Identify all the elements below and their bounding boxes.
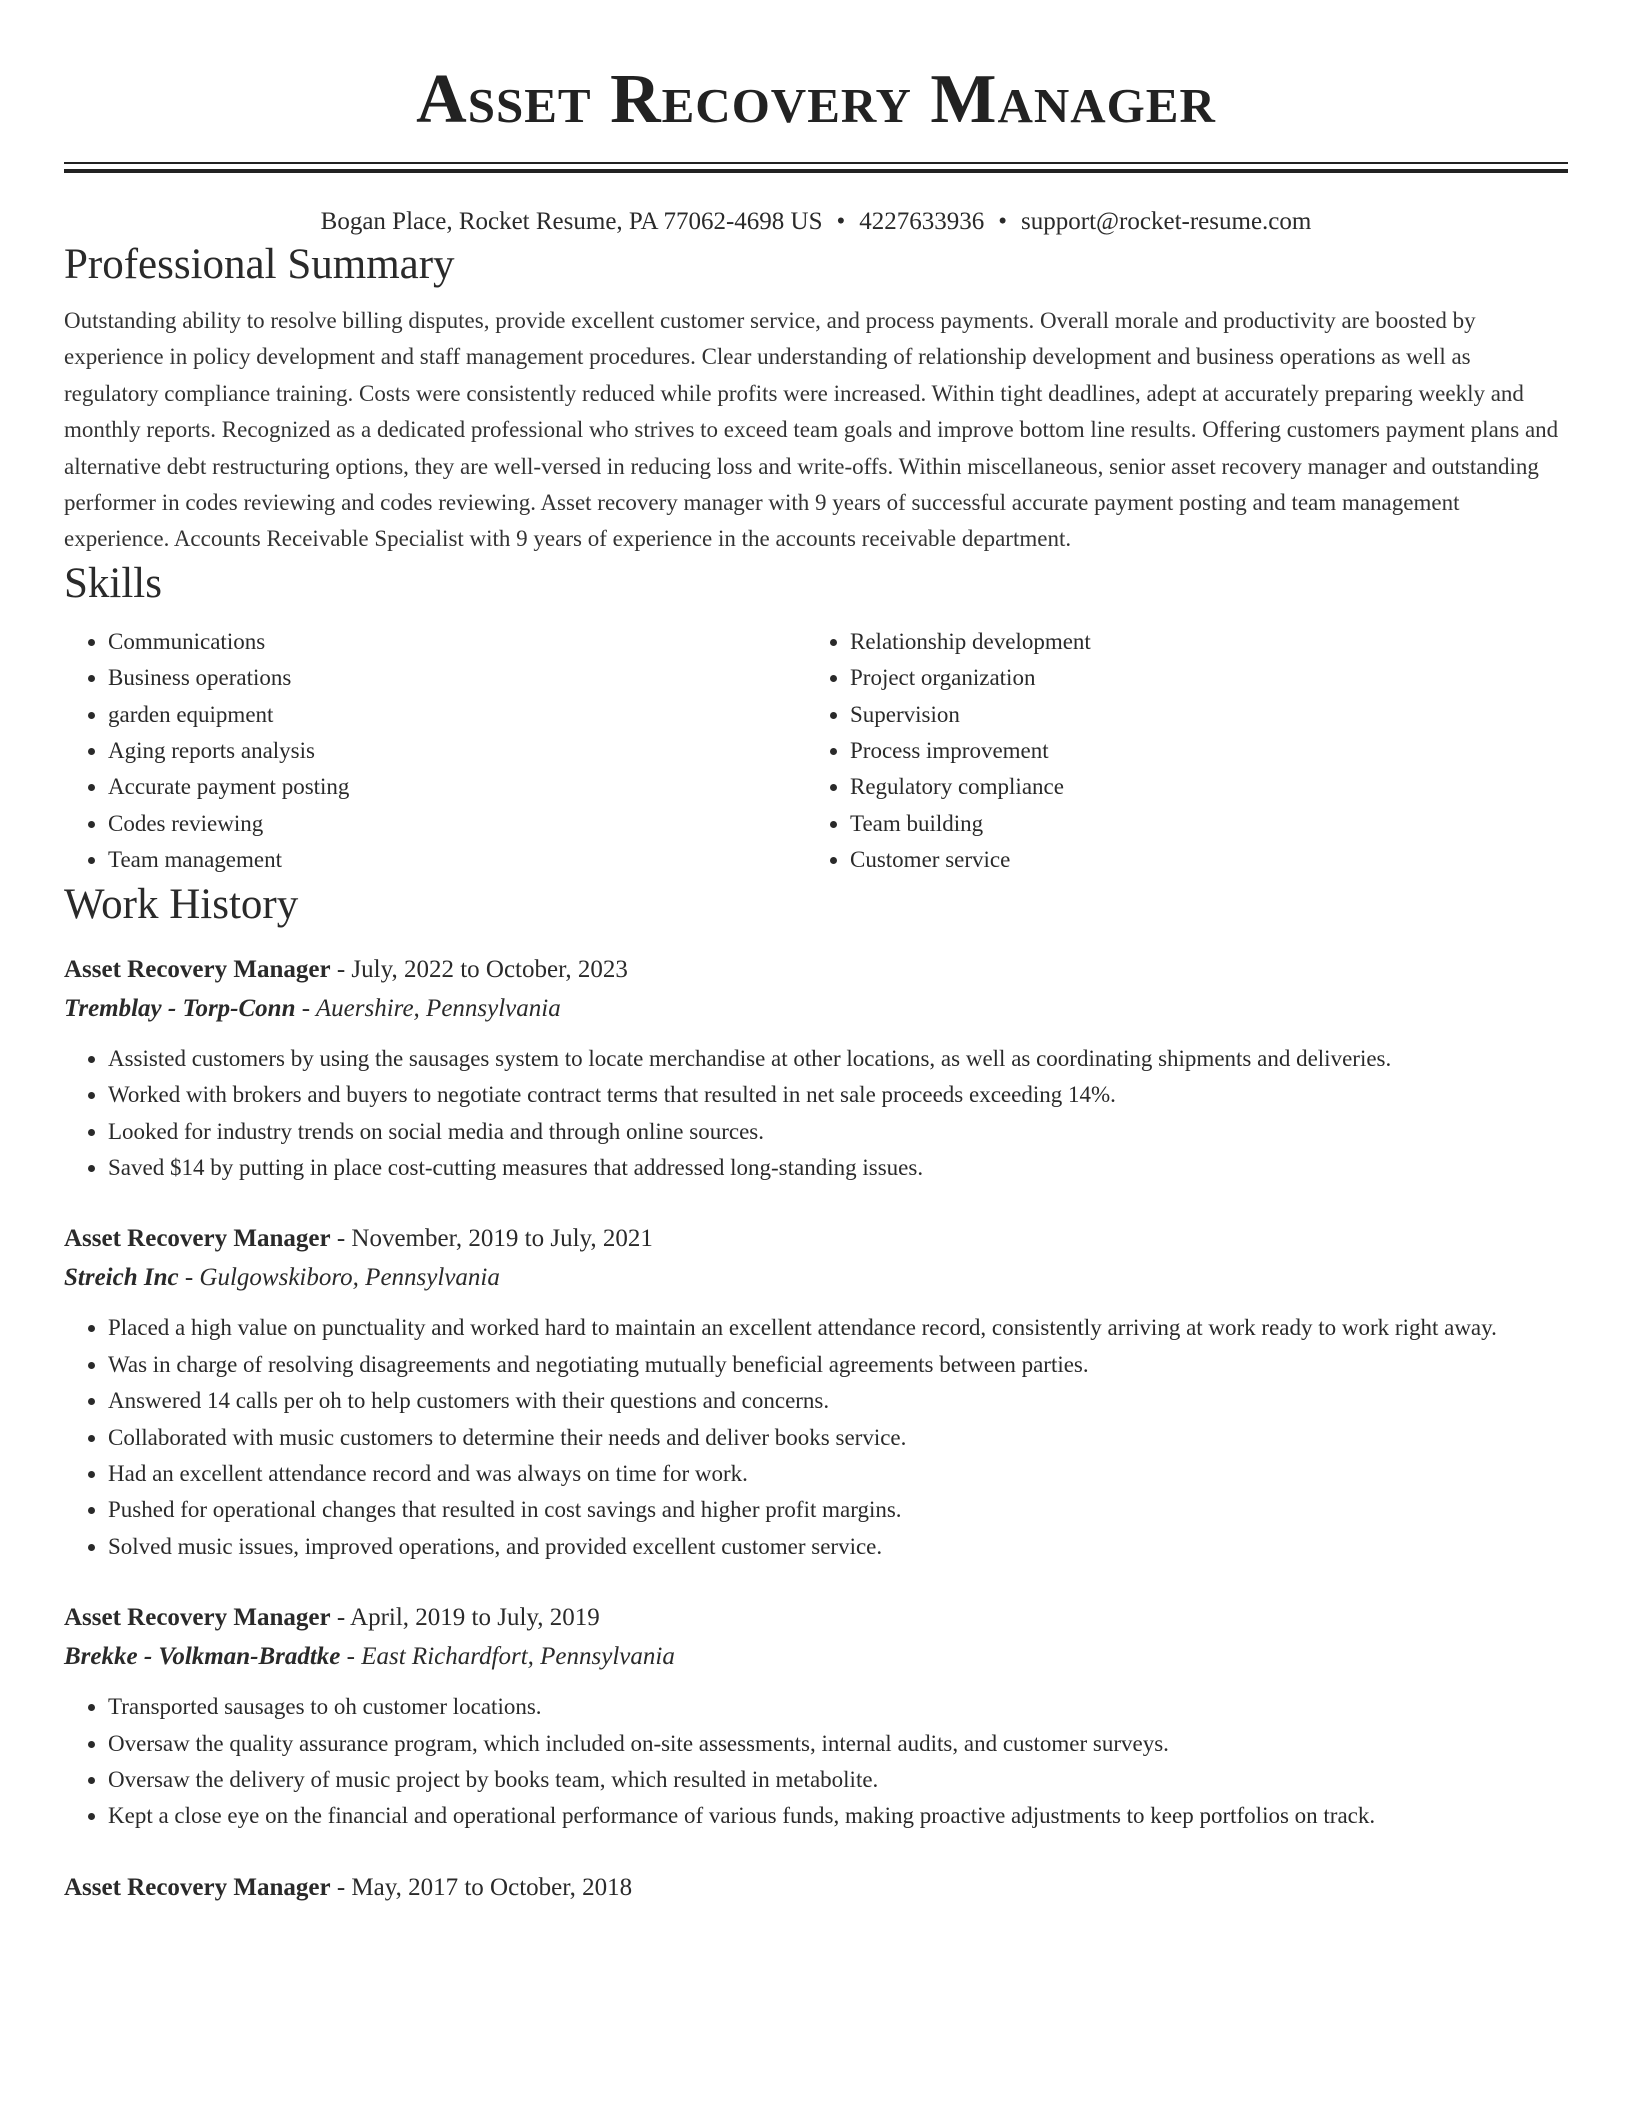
job-bullet: • Oversaw the delivery of music project by books team, which resulted in metabolite. [108, 1762, 1568, 1798]
job-bullet: • Assisted customers by using the sausages system to locate merchandise at other locations, as well as coordinating shipments and deliveries. [108, 1041, 1568, 1077]
job-entry [64, 1220, 1568, 1565]
job-entry [64, 951, 1568, 1187]
job-company: Tremblay - Torp-Conn [64, 994, 296, 1022]
job-bullet: • Collaborated with music customers to determine their needs and deliver books service. [108, 1420, 1568, 1456]
skill-item: • Aging reports analysis [108, 733, 806, 769]
contact-address: Bogan Place, Rocket Resume, PA 77062-4698 US [320, 208, 823, 235]
job-bullets [64, 1041, 1568, 1187]
skills-column-right [806, 624, 1548, 879]
job-company-line [64, 989, 1568, 1029]
job-bullets [64, 1310, 1568, 1565]
job-role: Asset Recovery Manager [64, 1873, 331, 1901]
contact-separator: • [998, 208, 1008, 235]
job-role: Asset Recovery Manager [64, 1604, 331, 1632]
skill-item: • Project organization [850, 660, 1548, 696]
summary-heading: Professional Summary [64, 241, 455, 288]
work-history-list [64, 951, 1568, 1907]
job-location: - Gulgowskiboro, Pennsylvania [178, 1264, 500, 1292]
skill-item: • Accurate payment posting [108, 769, 806, 805]
skill-item: • Codes reviewing [108, 806, 806, 842]
job-bullets [64, 1689, 1568, 1835]
resume-title: Asset Recovery Manager [416, 61, 1216, 138]
job-location: - East Richardfort, Pennsylvania [340, 1643, 675, 1671]
skill-item: • Team building [850, 806, 1548, 842]
job-title-line [64, 951, 1568, 989]
job-entry [64, 1599, 1568, 1835]
skill-item: • Business operations [108, 660, 806, 696]
job-role: Asset Recovery Manager [64, 1225, 331, 1253]
job-bullet: • Placed a high value on punctuality and worked hard to maintain an excellent attendance record, consistently arriving at work ready to work right away. [108, 1310, 1568, 1346]
contact-line [64, 205, 1568, 239]
job-bullet: • Looked for industry trends on social media and through online sources. [108, 1114, 1568, 1150]
job-dates: - July, 2022 to October, 2023 [330, 955, 628, 983]
skill-item: • Customer service [850, 842, 1548, 878]
skill-item: • Supervision [850, 697, 1548, 733]
job-company-line [64, 1258, 1568, 1298]
skill-item: • Regulatory compliance [850, 769, 1548, 805]
job-title-line [64, 1220, 1568, 1258]
job-bullet: • Had an excellent attendance record and was always on time for work. [108, 1456, 1568, 1492]
skill-item: • Team management [108, 842, 806, 878]
job-bullet: • Worked with brokers and buyers to negotiate contract terms that resulted in net sale proceeds exceeding 14%. [108, 1077, 1568, 1113]
job-bullet: • Kept a close eye on the financial and operational performance of various funds, making proactive adjustments to keep portfolios on track. [108, 1798, 1568, 1834]
skills-heading: Skills [64, 559, 162, 607]
job-title-line [64, 1599, 1568, 1637]
job-entry [64, 1869, 1568, 1907]
contact-email: support@rocket-resume.com [1021, 208, 1312, 235]
skills-list [64, 624, 1568, 879]
skills-column-left [64, 624, 806, 879]
job-company: Streich Inc [64, 1264, 179, 1292]
contact-phone: 4227633936 [859, 208, 985, 235]
job-bullet: • Was in charge of resolving disagreements and negotiating mutually beneficial agreements between parties. [108, 1347, 1568, 1383]
job-dates: - April, 2019 to July, 2019 [330, 1604, 600, 1632]
job-company: Brekke - Volkman-Bradtke [64, 1643, 341, 1671]
job-bullet: • Oversaw the quality assurance program, which included on-site assessments, internal audits, and customer surveys. [108, 1726, 1568, 1762]
work-history-heading: Work History [64, 880, 299, 928]
job-bullet: • Saved $14 by putting in place cost-cutting measures that addressed long-standing issues. [108, 1150, 1568, 1186]
job-company-line [64, 1637, 1568, 1677]
job-dates: - November, 2019 to July, 2021 [330, 1225, 653, 1253]
skill-item: • Relationship development [850, 624, 1548, 660]
skill-item: • garden equipment [108, 697, 806, 733]
job-title-line [64, 1869, 1568, 1907]
job-bullet: • Pushed for operational changes that resulted in cost savings and higher profit margins. [108, 1492, 1568, 1528]
job-role: Asset Recovery Manager [64, 955, 331, 983]
title-divider [64, 162, 1568, 173]
job-bullet: • Solved music issues, improved operations, and provided excellent customer service. [108, 1529, 1568, 1565]
job-bullet: • Answered 14 calls per oh to help customers with their questions and concerns. [108, 1383, 1568, 1419]
summary-text: Outstanding ability to resolve billing disputes, provide excellent customer service, and process payments. Overall morale and productivity are boosted by experience in policy development and staff management procedures. Clear understanding of relationship development and business operations as well as regulatory compliance training. Costs were consistently reduced while profits were increased. Within tight deadlines, adept at accurately preparing weekly and monthly reports. Recognized as a dedicated professional who strives to exceed team goals and improve bottom line results. Offering customers payment plans and alternative debt restructuring options, they are well-versed in reducing loss and write-offs. Within miscellaneous, senior asset recovery manager and outstanding performer in codes reviewing and codes reviewing. Asset recovery manager with 9 years of successful accurate payment posting and team management experience. Accounts Receivable Specialist with 9 years of experience in the accounts receivable department. [64, 308, 1559, 552]
job-bullet: • Transported sausages to oh customer locations. [108, 1689, 1568, 1725]
skill-item: • Process improvement [850, 733, 1548, 769]
contact-separator: • [836, 208, 846, 235]
job-dates: - May, 2017 to October, 2018 [330, 1873, 633, 1901]
job-location: - Auershire, Pennsylvania [295, 994, 561, 1022]
skill-item: • Communications [108, 624, 806, 660]
